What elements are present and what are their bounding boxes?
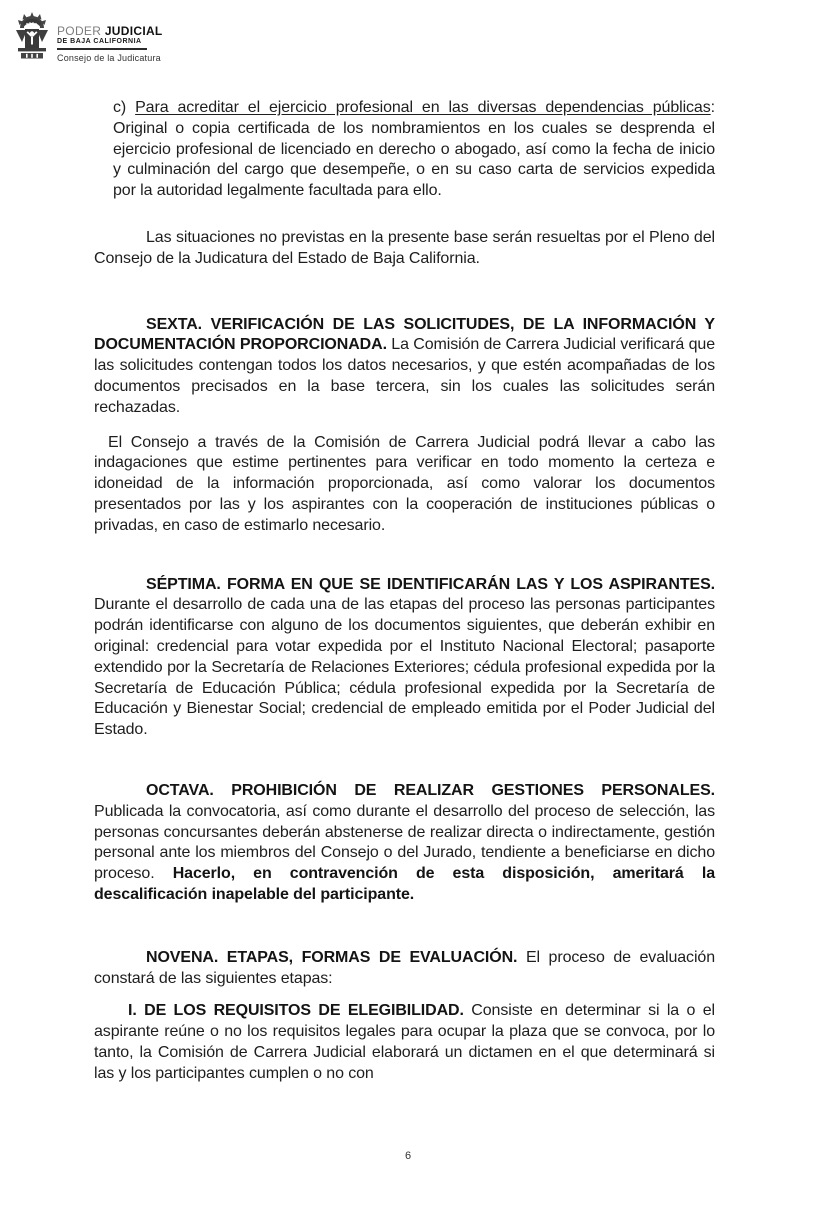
brand-name-bold: JUDICIAL <box>104 24 163 38</box>
sexta-text: La Comisión de Carrera Judicial verificará que las solicitudes contengan todos los datos necesarios, y que estén acompañadas de los documentos precisados en la base tercera, sin los cuales las solicitudes serán rechazadas. <box>94 336 715 416</box>
octava-bold-warning: Hacerlo, en contravención de esta disposición, ameritará la descalificación inapelable del participante. <box>94 865 715 903</box>
brand-division: Consejo de la Judicatura <box>57 53 161 63</box>
paragraph-novena <box>94 948 715 990</box>
octava-heading: OCTAVA. PROHIBICIÓN DE REALIZAR GESTIONES PERSONALES. <box>146 781 715 799</box>
octava-text: Publicada la convocatoria, así como durante el desarrollo del proceso de selección, las personas concursantes deberán abstenerse de realizar directa o indirectamente, gestión personal ante los miembros del Consejo o del Jurado, tendiente a beneficiarse en dicho proceso. <box>94 802 715 883</box>
logo-text <box>57 8 163 63</box>
judicial-coat-of-arms-icon <box>14 8 50 60</box>
page-footer <box>0 1146 816 1164</box>
paragraph-sexta <box>94 315 715 419</box>
elegibilidad-heading: I. DE LOS REQUISITOS DE ELEGIBILIDAD. <box>128 1002 472 1020</box>
document-body <box>94 98 715 1084</box>
elegibilidad-text: Consiste en determinar si la o el aspirante reúne o no los requisitos legales para ocupar la plaza que se convoca, por lo tanto, la Comisión de Carrera Judicial elaborará un dictamen en el que determinará si las y los participantes cumplen o no con <box>94 1002 715 1082</box>
novena-heading: NOVENA. ETAPAS, FORMAS DE EVALUACIÓN. <box>146 948 526 966</box>
brand-region: DE BAJA CALIFORNIA <box>57 38 142 45</box>
brand-divider <box>57 48 147 50</box>
paragraph-situaciones-no-previstas <box>94 228 715 270</box>
paragraph-requisitos-elegibilidad <box>94 1001 715 1084</box>
sexta-heading: SEXTA. VERIFICACIÓN DE LAS SOLICITUDES, DE LA INFORMACIÓN Y DOCUMENTACIÓN PROPORCIONADA. <box>94 315 715 354</box>
paragraph-consejo-indagaciones <box>94 433 715 537</box>
septima-text: Durante el desarrollo de cada una de las etapas del proceso las personas participantes podrán identificarse con alguno de los documentos siguientes, que deberán exhibir en original: credencial para votar expedida por el Instituto Nacional Electoral; pasaporte extendido por la Secretaría de Relaciones Exteriores; cédula profesional expedida por la Secretaría de Educación Pública; cédula profesional expedida por la Secretaría de Educación y Bienestar Social; credencial de empleado emitida por el Poder Judicial del Estado. <box>94 596 715 739</box>
brand-name-light: PODER <box>57 24 102 38</box>
item-c-underlined-lead: Para acreditar el ejercicio profesional en las diversas dependencias públicas <box>135 99 711 116</box>
consejo-indagaciones-text: El Consejo a través de la Comisión de Carrera Judicial podrá llevar a cabo las indagaciones que estime pertinentes para verificar en todo momento la certeza e idoneidad de la información proporcionada, así como valorar los documentos presentados por las y los aspirantes con la cooperación de instituciones públicas o privadas, en caso de estimarlo necesario. <box>94 433 715 534</box>
paragraph-item-c <box>113 98 715 202</box>
septima-heading: SÉPTIMA. FORMA EN QUE SE IDENTIFICARÁN LAS Y LOS ASPIRANTES. <box>146 575 715 593</box>
item-c-text: : Original o copia certificada de los nombramientos en los cuales se desprenda el ejercicio profesional de licenciado en derecho o abogado, así como la fecha de inicio y culminación del cargo que desempeñe, o en su caso carta de servicios expedida por la autoridad legalmente facultada para ello. <box>113 99 715 200</box>
letterhead <box>14 8 163 63</box>
brand-name <box>57 25 163 37</box>
page-number: 6 <box>404 1150 412 1162</box>
item-c-marker: c) <box>113 99 136 116</box>
paragraph-octava <box>94 781 715 906</box>
paragraph-septima <box>94 575 715 741</box>
situaciones-text: Las situaciones no previstas en la presente base serán resueltas por el Pleno del Consejo de la Judicatura del Estado de Baja California. <box>94 228 715 267</box>
novena-text: El proceso de evaluación constará de las siguientes etapas: <box>94 948 715 987</box>
